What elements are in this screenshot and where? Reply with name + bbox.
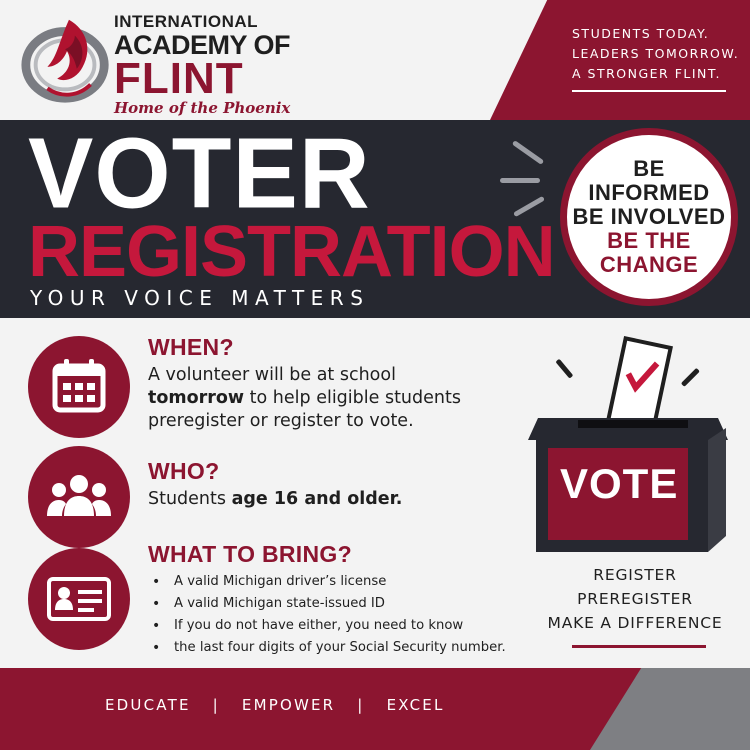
badge-line: BE INVOLVED	[572, 204, 726, 229]
footer-separator: |	[212, 696, 220, 714]
when-text	[148, 364, 508, 433]
who-text-plain: Students	[148, 489, 232, 509]
badge-line: BE	[633, 156, 665, 181]
brand-block	[114, 12, 314, 117]
people-icon	[28, 446, 130, 548]
id-card-icon	[28, 548, 130, 650]
hero-banner	[0, 120, 750, 318]
footer-accent	[590, 668, 750, 750]
tagline-line: A STRONGER FLINT.	[572, 66, 722, 81]
brand-line3: FLINT	[114, 54, 244, 103]
when-text-line1: A volunteer will be at school	[148, 365, 396, 385]
bring-item: • If you do not have either, you need to know	[152, 615, 506, 637]
hero-subtitle: REGISTRATION	[28, 212, 555, 292]
hero-tagline: YOUR VOICE MATTERS	[30, 286, 370, 310]
when-title: WHEN?	[148, 334, 234, 360]
when-text-rest: to help eligible students preregister or register to vote.	[148, 388, 461, 431]
spark-line	[512, 140, 544, 165]
brand-line2: ACADEMY OF	[114, 30, 291, 60]
ballot-box-icon	[528, 336, 728, 561]
tagline-divider	[572, 90, 726, 92]
bring-item: • A valid Michigan state-issued ID	[152, 593, 506, 615]
be-informed-badge	[560, 128, 738, 306]
action-item: REGISTER	[593, 566, 677, 584]
school-tagline	[572, 24, 742, 84]
bring-list	[152, 571, 506, 659]
footer-item-empower: EMPOWER	[241, 696, 336, 714]
action-list	[530, 563, 740, 635]
vote-label: VOTE	[560, 460, 679, 507]
spark-line	[500, 178, 540, 183]
when-text-bold: tomorrow	[148, 388, 245, 408]
badge-line: BE THE	[607, 228, 691, 253]
bring-item: • A valid Michigan driver’s license	[152, 571, 506, 593]
brand-line1: INTERNATIONAL	[114, 12, 259, 31]
tagline-line: LEADERS TOMORROW.	[572, 46, 740, 61]
badge-line: CHANGE	[599, 252, 699, 277]
brand-subtitle: Home of the Phoenix	[114, 99, 291, 117]
action-item: PREREGISTER	[577, 590, 693, 608]
who-title: WHO?	[148, 458, 220, 484]
action-item: MAKE A DIFFERENCE	[547, 614, 723, 632]
calendar-icon	[28, 336, 130, 438]
footer-item-educate: EDUCATE	[105, 696, 191, 714]
footer-item-excel: EXCEL	[386, 696, 445, 714]
footer-motto	[105, 696, 445, 714]
footer-separator: |	[357, 696, 365, 714]
bring-item: • the last four digits of your Social Security number.	[152, 637, 506, 659]
bring-title: WHAT TO BRING?	[148, 541, 352, 567]
footer	[0, 668, 750, 750]
who-text-bold: age 16 and older.	[231, 489, 403, 509]
hero-title: VOTER	[28, 120, 371, 230]
badge-line: INFORMED	[588, 180, 710, 205]
tagline-line: STUDENTS TODAY.	[572, 26, 710, 41]
phoenix-icon	[18, 10, 116, 108]
who-text	[148, 488, 508, 511]
action-divider	[572, 645, 706, 648]
header	[0, 0, 750, 120]
